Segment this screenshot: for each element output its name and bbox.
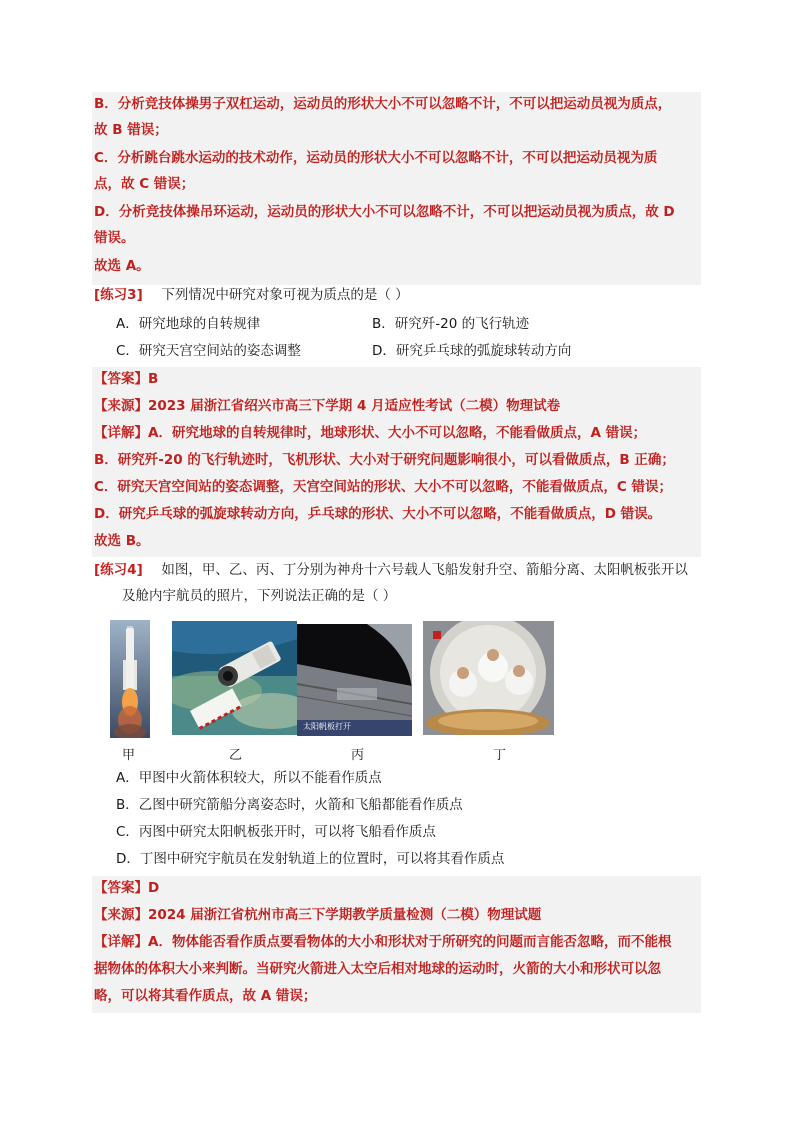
q3-answer: B bbox=[148, 371, 159, 387]
q4-detail-row1 bbox=[94, 932, 671, 952]
explanation-d-line2: 错误。 bbox=[94, 230, 135, 246]
q4-detail-label: 【详解】 bbox=[94, 934, 148, 950]
photo-yi-rocket-separation bbox=[172, 621, 297, 735]
q4-stem-row bbox=[94, 560, 688, 580]
q3-source-row bbox=[94, 396, 560, 416]
caption-ding: 丁 bbox=[493, 748, 507, 763]
q3-answer-label: 【答案】 bbox=[94, 371, 148, 387]
q3-detail-a-row bbox=[94, 423, 646, 443]
q3-source-label: 【来源】 bbox=[94, 398, 148, 414]
q3-tag: [练习3] bbox=[94, 287, 143, 303]
q3-stem-row bbox=[94, 285, 409, 305]
photo-bing-solar-panel bbox=[297, 624, 412, 736]
q4-source-label: 【来源】 bbox=[94, 907, 148, 923]
q4-tag: [练习4] bbox=[94, 562, 143, 578]
explanation-d-line1: D．分析竞技体操吊环运动，运动员的形状大小不可以忽略不计，不可以把运动员视为质点，故 D bbox=[94, 204, 675, 220]
q3-option-c: C．研究天宫空间站的姿态调整 bbox=[116, 343, 301, 359]
bing-overlay-label: 太阳帆板打开 bbox=[303, 722, 351, 731]
q3-source: 2023 届浙江省绍兴市高三下学期 4 月适应性考试（二模）物理试卷 bbox=[148, 398, 561, 414]
explanation-conclusion: 故选 A。 bbox=[94, 258, 150, 274]
caption-jia: 甲 bbox=[122, 748, 136, 763]
q4-source: 2024 届浙江省杭州市高三下学期教学质量检测（二模）物理试题 bbox=[148, 907, 542, 923]
caption-yi: 乙 bbox=[229, 748, 243, 763]
q4-detail-line2: 据物体的体积大小来判断。当研究火箭进入太空后相对地球的运动时，火箭的大小和形状可以忽 bbox=[94, 961, 661, 977]
q4-answer-label: 【答案】 bbox=[94, 880, 148, 896]
q4-detail-line3: 略，可以将其看作质点，故 A 错误； bbox=[94, 988, 317, 1004]
q3-conclusion: 故选 B。 bbox=[94, 533, 150, 549]
q3-option-b: B．研究歼-20 的飞行轨迹 bbox=[372, 316, 530, 332]
q4-detail-line1: A．物体能否看作质点要看物体的大小和形状对于所研究的问题而言能否忽略，而不能根 bbox=[148, 934, 672, 950]
q4-option-b: B．乙图中研究箭船分离姿态时，火箭和飞船都能看作质点 bbox=[116, 797, 463, 813]
q4-answer: D bbox=[148, 880, 160, 896]
q4-stem-line1: 如图，甲、乙、丙、丁分别为神舟十六号载人飞船发射升空、箭船分离、太阳帆板张开以 bbox=[161, 562, 688, 578]
q4-option-a: A．甲图中火箭体积较大，所以不能看作质点 bbox=[116, 770, 382, 786]
photo-jia-rocket-launch bbox=[110, 620, 150, 738]
q3-answer-row bbox=[94, 369, 158, 389]
q4-source-row bbox=[94, 905, 541, 925]
q3-detail-a: A．研究地球的自转规律时，地球形状、大小不可以忽略，不能看做质点，A 错误； bbox=[148, 425, 647, 441]
explanation-c-line2: 点，故 C 错误； bbox=[94, 176, 195, 192]
q3-detail-c: C．研究天宫空间站的姿态调整，天宫空间站的形状、大小不可以忽略，不能看做质点，C 错误； bbox=[94, 479, 673, 495]
q4-stem-line2: 及舱内宇航员的照片，下列说法正确的是（ ） bbox=[122, 588, 397, 604]
q4-option-d: D．丁图中研究宇航员在发射轨道上的位置时，可以将其看作质点 bbox=[116, 851, 505, 867]
explanation-c-line1: C．分析跳台跳水运动的技术动作，运动员的形状大小不可以忽略不计，不可以把运动员视为质 bbox=[94, 150, 658, 166]
photo-ding-astronauts bbox=[423, 621, 554, 735]
q3-stem: 下列情况中研究对象可视为质点的是（ ） bbox=[161, 287, 409, 303]
q3-option-a: A．研究地球的自转规律 bbox=[116, 316, 261, 332]
explanation-b-line2: 故 B 错误； bbox=[94, 122, 168, 138]
explanation-b-line1: B．分析竞技体操男子双杠运动，运动员的形状大小不可以忽略不计，不可以把运动员视为质点， bbox=[94, 96, 672, 112]
q3-detail-b: B．研究歼-20 的飞行轨迹时，飞机形状、大小对于研究问题影响很小，可以看做质点，B 正确； bbox=[94, 452, 675, 468]
q3-option-d: D．研究乒乓球的弧旋球转动方向 bbox=[372, 343, 572, 359]
q3-detail-label: 【详解】 bbox=[94, 425, 148, 441]
q4-answer-row bbox=[94, 878, 159, 898]
q3-detail-d: D．研究乒乓球的弧旋球转动方向，乒乓球的形状、大小不可以忽略，不能看做质点，D 错误。 bbox=[94, 506, 662, 522]
q4-option-c: C．丙图中研究太阳帆板张开时，可以将飞船看作质点 bbox=[116, 824, 436, 840]
caption-bing: 丙 bbox=[351, 748, 365, 763]
